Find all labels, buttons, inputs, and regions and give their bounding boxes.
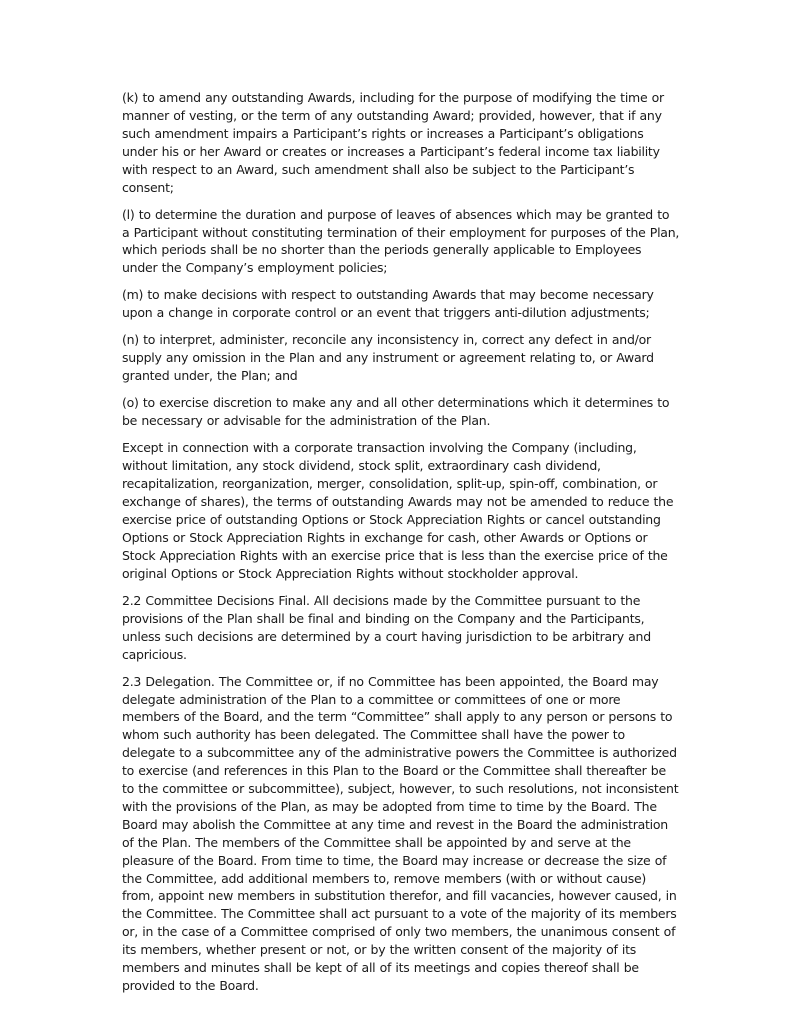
paragraph-k-amend-awards: (k) to amend any outstanding Awards, including for the purpose of modifying the time or manner of vesting, or the term of any outstanding Award; provided, however, that if any such amendment impairs a Participant’s rights or increases a Participant’s obligations under his or her Award or creates or increases a Participant’s federal income tax liability with respect to an Award, such amendment shall also be subject to the Participant’s consent; bbox=[122, 90, 664, 195]
paragraph-repricing-restriction: Except in connection with a corporate transaction involving the Company (including, without limitation, any stock dividend, stock split, extraordinary cash dividend, recapitalization, reorganization, merger, consolidation, split-up, spin-off, combination, or exchange of shares), the terms of outstanding Awards may not be amended to reduce the exercise price of outstanding Options or Stock Appreciation Rights or cancel outstanding Options or Stock Appreciation Rights in exchange for cash, other Awards or Options or Stock Appreciation Rights with an exercise price that is less than the exercise price of the original Options or Stock Appreciation Rights without stockholder approval. bbox=[122, 440, 674, 581]
paragraph-2-3-delegation: 2.3 Delegation. The Committee or, if no Committee has been appointed, the Board may delegate administration of the Plan to a committee or committees of one or more members of the Board, and the term “Committee” shall apply to any person or persons to whom such authority has been delegated. The Committee shall have the power to delegate to a subcommittee any of the administrative powers the Committee is authorized to exercise (and references in this Plan to the Board or the Committee shall thereafter be to the committee or subcommittee), subject, however, to such resolutions, not inconsistent with the provisions of the Plan, as may be adopted from time to time by the Board. The Board may abolish the Committee at any time and revest in the Board the administration of the Plan. The members of the Committee shall be appointed by and serve at the pleasure of the Board. From time to time, the Board may increase or decrease the size of the Committee, add additional members to, remove members (with or without cause) from, appoint new members in substitution therefor, and fill vacancies, however caused, in the Committee. The Committee shall act pursuant to a vote of the majority of its members or, in the case of a Committee comprised of only two members, the unanimous consent of its members, whether present or not, or by the written consent of the majority of its members and minutes shall be kept of all of its meetings and copies thereof shall be provided to the Board. bbox=[122, 673, 679, 993]
paragraph-m-corporate-control: (m) to make decisions with respect to outstanding Awards that may become necessary upon a change in corporate control or an event that triggers anti-dilution adjustments; bbox=[122, 287, 654, 321]
paragraph-n-interpret-plan: (n) to interpret, administer, reconcile any inconsistency in, correct any defect in and/or supply any omission in the Plan and any instrument or agreement relating to, or Award granted under, the Plan; and bbox=[122, 332, 654, 384]
paragraph-o-other-determinations: (o) to exercise discretion to make any and all other determinations which it determines to be necessary or advisable for the administration of the Plan. bbox=[122, 395, 670, 429]
document-page bbox=[122, 89, 680, 1004]
paragraph-2-2-committee-decisions: 2.2 Committee Decisions Final. All decisions made by the Committee pursuant to the provisions of the Plan shall be final and binding on the Company and the Participants, unless such decisions are determined by a court having jurisdiction to be arbitrary and capricious. bbox=[122, 592, 651, 662]
paragraph-l-leaves-of-absence: (l) to determine the duration and purpose of leaves of absences which may be granted to a Participant without constituting termination of their employment for purposes of the Plan, which periods shall be no shorter than the periods generally applicable to Employees under the Company’s employment policies; bbox=[122, 206, 680, 276]
